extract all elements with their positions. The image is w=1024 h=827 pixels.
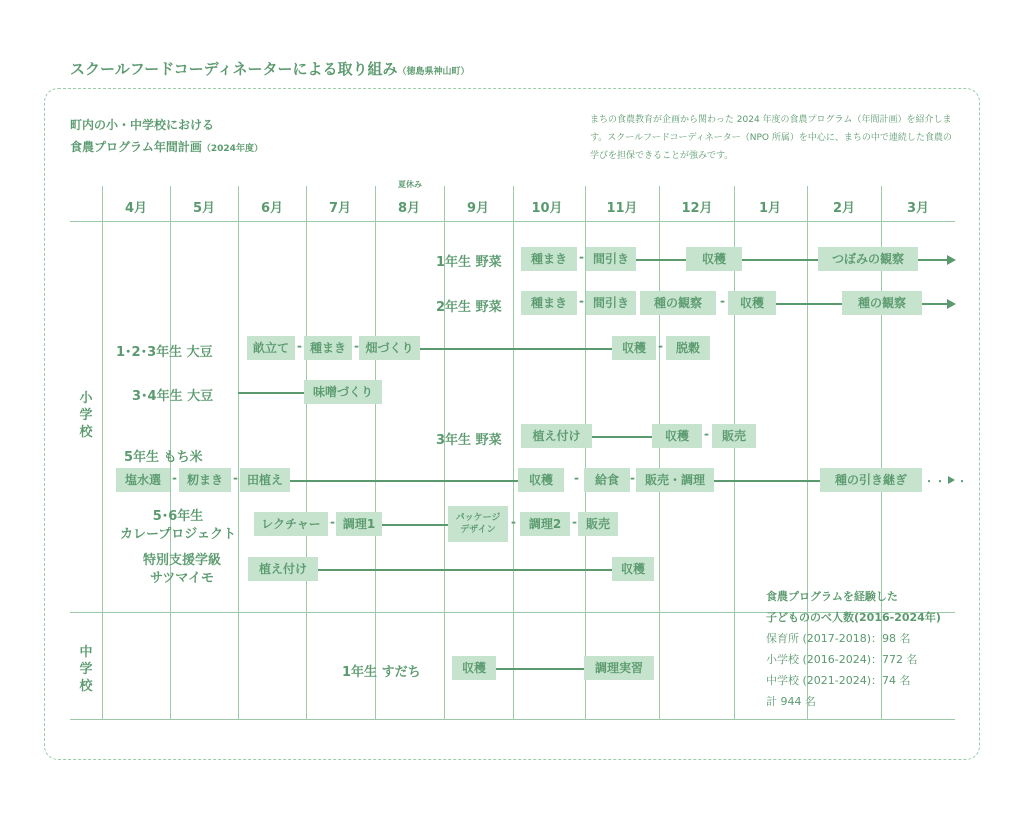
task-box: 種の観察 (640, 291, 716, 315)
row-label-sudachi: 1年生 すだち (342, 665, 421, 680)
task-box: 調理1 (336, 512, 382, 536)
task-box: 植え付け (521, 424, 592, 448)
task-box: つぼみの観察 (818, 247, 918, 271)
task-box: 収穫 (652, 424, 702, 448)
intro-text: まちの食農教育が企画から関わった 2024 年度の食農プログラム（年間計画）を紹介します。スクールフードコーディネーター（NPO 所属）を中心に、まちの中で連続した食農の学びを担保できることが強みです。 (590, 115, 952, 161)
row-label-grade1-veg: 1年生 野菜 (436, 255, 502, 270)
timeline-line (714, 480, 820, 482)
grid-col-line (238, 186, 239, 720)
task-box: 収穫 (686, 247, 742, 271)
task-separator: - (720, 294, 725, 308)
month-apr: 4月 (124, 201, 148, 216)
arrow-icon (947, 255, 956, 265)
task-separator: - (233, 471, 238, 485)
task-box: 収穫 (612, 336, 656, 360)
timeline-line (238, 392, 304, 394)
task-separator: - (630, 471, 635, 485)
task-box: 脱穀 (666, 336, 710, 360)
month-feb: 2月 (832, 201, 856, 216)
task-box: 畑づくり (359, 336, 420, 360)
task-box: 間引き (586, 291, 636, 315)
timeline-line (592, 436, 652, 438)
task-box: 種まき (304, 336, 352, 360)
timeline-line (420, 348, 612, 350)
month-may: 5月 (192, 201, 216, 216)
timeline-line (318, 569, 612, 571)
grid-col-line (306, 186, 307, 720)
task-separator: - (579, 250, 584, 264)
task-box: 植え付け (248, 557, 318, 581)
month-mar: 3月 (906, 201, 930, 216)
task-separator: - (354, 339, 359, 353)
row-label-soybean-123: 1･2･3年生 大豆 (116, 345, 213, 360)
row-label-sweet-potato: 特別支援学級 サツマイモ (142, 553, 221, 586)
task-box: 畝立て (247, 336, 295, 360)
row-label-grade3-veg: 3年生 野菜 (436, 433, 502, 448)
task-separator: - (572, 515, 577, 529)
month-dec: 12月 (681, 201, 713, 216)
row-label-mochi-rice: 5年生 もち米 (124, 450, 203, 465)
program-heading: 町内の小・中学校における 食農プログラム年間計画（2024年度） (70, 118, 263, 154)
grid-col-line (102, 186, 103, 720)
grid-col-line (375, 186, 376, 720)
continuation-dots: ・・・・ (924, 477, 968, 488)
task-box: 収穫 (612, 557, 654, 581)
month-sep: 9月 (466, 201, 490, 216)
month-oct: 10月 (531, 201, 563, 216)
month-nov: 11月 (606, 201, 638, 216)
task-box: 田植え (240, 468, 290, 492)
task-separator: - (172, 471, 177, 485)
task-box: 調理実習 (584, 656, 654, 680)
task-box: レクチャー (254, 512, 328, 536)
arrow-icon (947, 299, 956, 309)
section-elementary: 小学校 (79, 391, 93, 440)
task-box: 販売 (712, 424, 756, 448)
task-separator: - (330, 515, 335, 529)
task-separator: - (511, 515, 516, 529)
timeline-line (918, 259, 948, 261)
task-box: 販売 (578, 512, 618, 536)
timeline-line (382, 524, 448, 526)
arrow-icon (948, 476, 955, 484)
task-separator: - (704, 427, 709, 441)
task-separator: - (579, 294, 584, 308)
row-label-soybean-34: 3･4年生 大豆 (132, 389, 214, 404)
participant-stats: 食農プログラムを経験した 子どもののべ人数(2016-2024年) 保育所 (2017-2018)：98 名 小学校 (2016-2024)：772 名 中学校 (2021-2024)：74 名 計 944 名 (766, 590, 941, 708)
month-jun: 6月 (260, 201, 284, 216)
task-box: 塩水選 (116, 468, 170, 492)
summer-note: 夏休み (398, 180, 422, 189)
task-box: 収穫 (728, 291, 776, 315)
task-box: 間引き (586, 247, 636, 271)
task-box: 種まき (521, 247, 577, 271)
task-box: 調理2 (520, 512, 570, 536)
task-box: 籾まき (179, 468, 231, 492)
task-box: 収穫 (452, 656, 496, 680)
task-box: 収穫 (518, 468, 564, 492)
task-box-package-design: パッケージ デザイン (448, 506, 508, 542)
timeline-line (290, 480, 518, 482)
task-box: 種の引き継ぎ (820, 468, 922, 492)
section-junior: 中学校 (79, 645, 93, 694)
task-box: 種まき (521, 291, 577, 315)
task-box: 味噌づくり (304, 380, 382, 404)
task-separator: - (297, 339, 302, 353)
grid-col-line (513, 186, 514, 720)
timeline-line (496, 668, 584, 670)
task-separator: - (658, 339, 663, 353)
task-box: 販売・調理 (636, 468, 714, 492)
timeline-line (922, 303, 948, 305)
grid-col-line (659, 186, 660, 720)
task-separator: - (574, 471, 579, 485)
month-aug: 8月 (397, 201, 421, 216)
month-jul: 7月 (328, 201, 352, 216)
timeline-line (636, 259, 686, 261)
page-title: スクールフードコーディネーターによる取り組み（徳島県神山町） (70, 60, 470, 78)
task-box: 種の観察 (842, 291, 922, 315)
task-box: 給食 (584, 468, 630, 492)
row-label-curry-project: 5･6年生 カレープロジェクト (119, 509, 237, 542)
month-jan: 1月 (758, 201, 782, 216)
timeline-line (742, 259, 818, 261)
row-label-grade2-veg: 2年生 野菜 (436, 300, 502, 315)
